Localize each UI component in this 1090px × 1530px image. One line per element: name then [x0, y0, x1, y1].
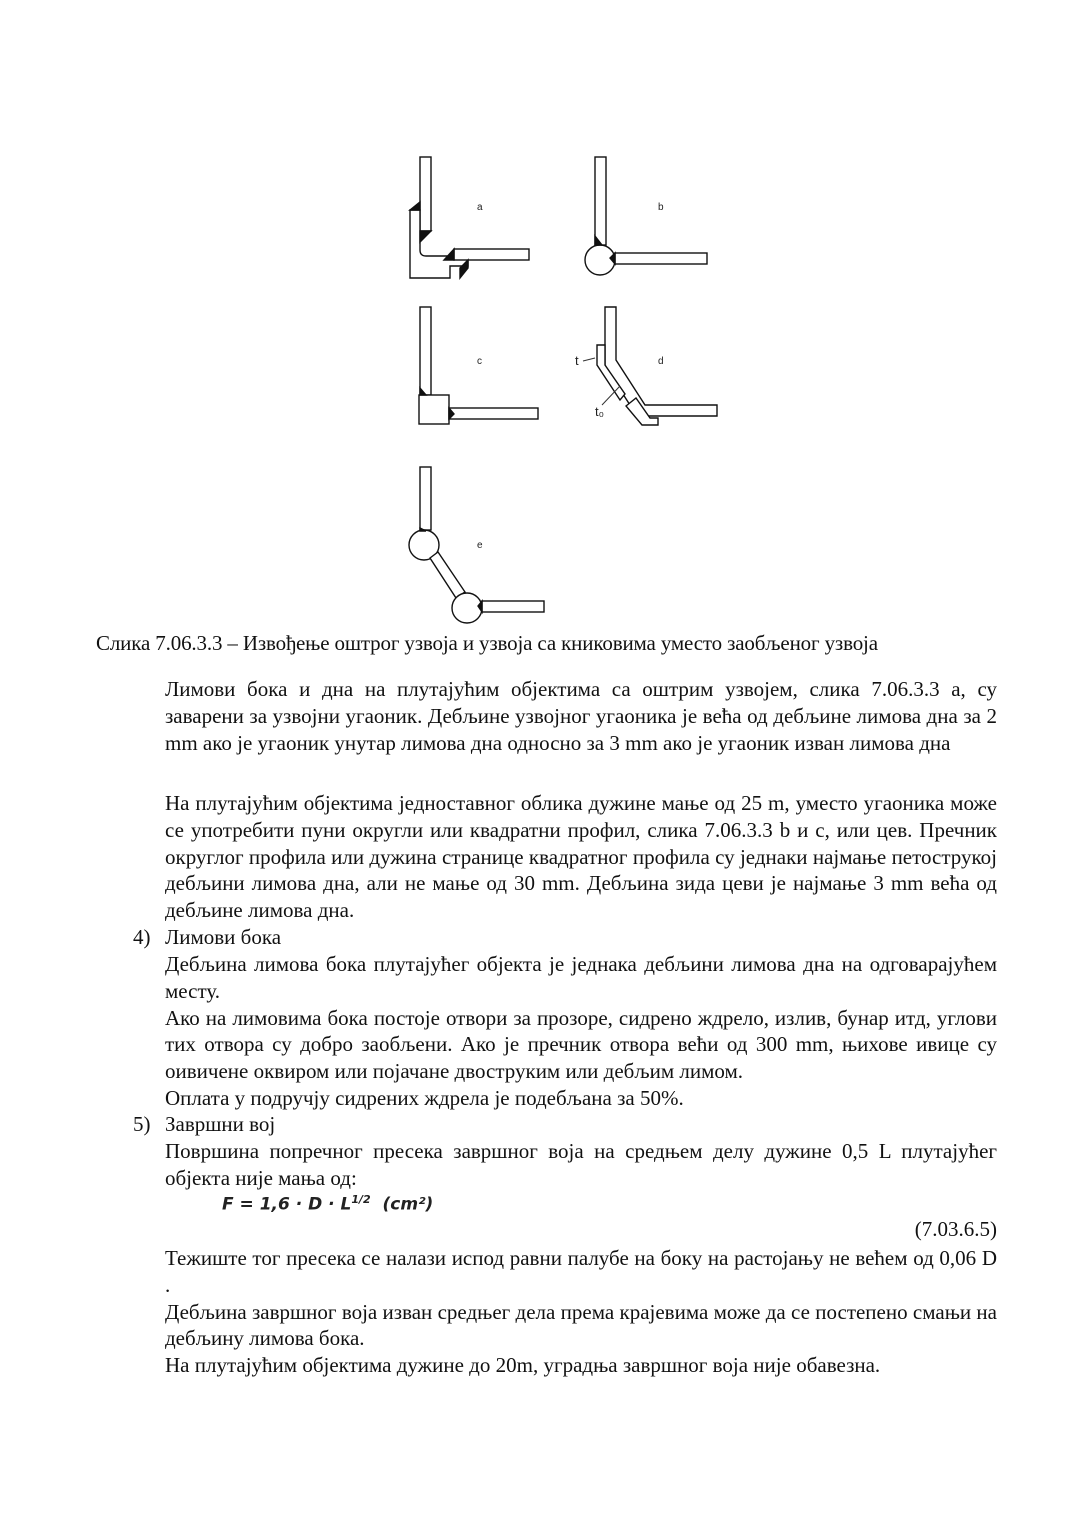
item-number: 5)	[133, 1112, 151, 1136]
item-number: 4)	[133, 925, 151, 949]
paragraph-text: Површина попречног пресека завршног воја на средњем делу дужине 0,5 L плутајућег објекта није мања од:	[165, 1139, 997, 1190]
formula-lhs: F = 1,6 · D · L	[222, 1194, 352, 1215]
paragraph-bilge-angle	[165, 676, 997, 756]
paragraph-text: Дебљина завршног воја изван средњег дела према крајевима може да се постепено смањи на дебљину лимова бока.	[165, 1299, 997, 1351]
paragraph-text: Дебљина лимова бока плутајућег објекта је једнака дебљини лимова дна на одговарајућем месту.	[165, 952, 997, 1003]
paragraph-text: Ако на лимовима бока постоје отвори за прозоре, сидрено ждрело, излив, бунар итд, углови тих отвора су добро заобљени. Ако је пречник отвора већи од 300 mm, њихове ивице су оивичене оквиром или појачане двоструким или дебљим лимом.	[165, 1005, 997, 1084]
panel-e-label: e	[477, 540, 483, 551]
item-heading: Завршни вој	[165, 1112, 276, 1136]
panel-b-label: b	[658, 202, 664, 213]
panel-d-annotation-t: t	[575, 353, 579, 368]
formula	[222, 1193, 433, 1215]
panel-a-label: a	[477, 202, 483, 213]
panel-d-annotation-t0: t₀	[595, 404, 605, 419]
formula-unit: (cm²)	[382, 1194, 434, 1215]
item-heading: Лимови бока	[165, 925, 282, 949]
panel-d-label: d	[658, 356, 664, 367]
paragraph-text: Тежиште тог пресека се налази испод равни палубе на боку на растојању не већем од 0,06 D .	[165, 1246, 997, 1297]
paragraph-text: На плутајућим објектима једноставног облика дужине мање од 25 m, уместо угаоника може се употребити пуни округли или квадратни профил, слика 7.06.3.3 b и с, или цев. Пречник округлог профила или дужина странице квадратног профила су једнаки најмање петострукој дебљини лимова дна, али не мање од 30 mm. Дебљина зида цеви је најмање 3 mm већа од дебљине лимова дна.	[165, 791, 997, 923]
bilge-diagrams-svg	[390, 150, 750, 630]
panel-d-diagram	[597, 307, 717, 425]
paragraph-text: На плутајућим објектима дужине до 20m, уградња завршног воја није обавезна.	[165, 1353, 881, 1378]
panel-b-diagram	[585, 157, 707, 275]
item-5-body	[165, 1138, 997, 1192]
paragraph-text: Лимови бока и дна на плутајућим објектима са оштрим узвојем, слика 7.06.3.3 а, су заварени за узвојни угаоник. Дебљине узвојног угаоника је већа од дебљине лимова дна за 2 mm ако је угаоник унутар лимова дна односно за 3 mm ако је угаоник изван лимова дна	[165, 677, 997, 755]
bilge-figure	[390, 150, 750, 630]
panel-a-diagram	[410, 157, 529, 278]
figure-caption: Слика 7.06.3.3 – Извођење оштрог узвоја и узвоја са книковима уместо заобљеног узвоја	[96, 631, 878, 655]
item-5-after	[165, 1245, 997, 1379]
panel-c-label: c	[477, 356, 482, 367]
paragraph-round-profile	[165, 790, 997, 924]
item-4-body	[165, 951, 997, 1112]
formula-exponent: 1/2	[351, 1193, 371, 1206]
paragraph-text: Оплата у подручју сидрених ждрела је подебљана за 50%.	[165, 1085, 684, 1110]
equation-number: (7.03.6.5)	[914, 1217, 997, 1241]
